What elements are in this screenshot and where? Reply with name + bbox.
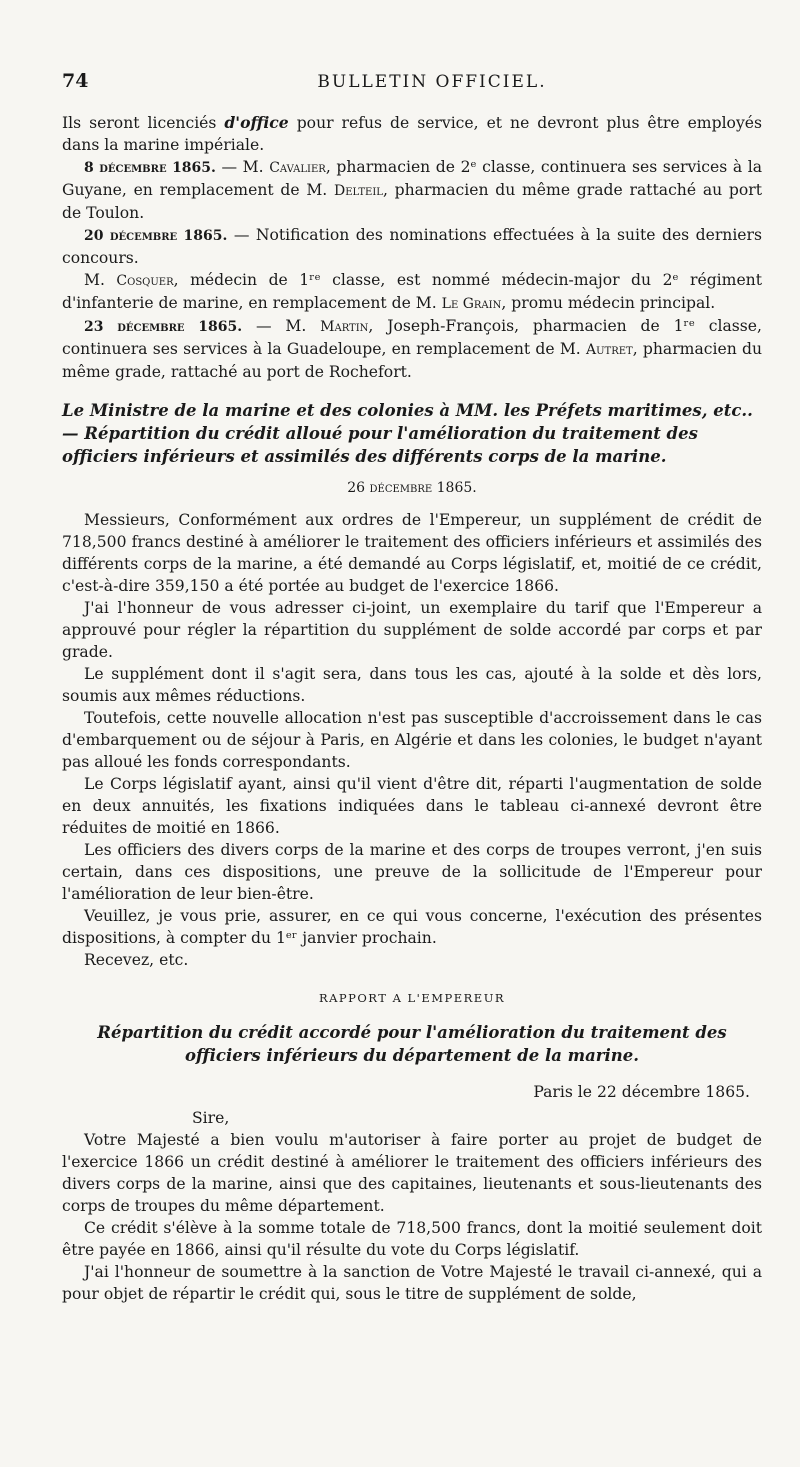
circular-paragraph: Le Corps législatif ayant, ainsi qu'il vient d'être dit, réparti l'augmentation de solde en deux annuités, les fixations indiquées dans le tableau ci-annexé devront être réduites de moitié en 1866. (62, 775, 762, 837)
rapport-title: Répartition du crédit accordé pour l'amélioration du traitement des officiers inférieurs du département de la marine. (97, 1023, 727, 1065)
rapport-place-date: Paris le 22 décembre 1865. (533, 1083, 750, 1101)
page-number: 74 (62, 70, 89, 92)
circular-paragraph: J'ai l'honneur de vous adresser ci-joint, un exemplaire du tarif que l'Empereur a approuvé pour régler la répartition du supplément de solde accordé par corps et par grade. (62, 599, 762, 661)
circular-closing: Recevez, etc. (84, 951, 189, 969)
circular-paragraph: Le supplément dont il s'agit sera, dans tous les cas, ajouté à la solde et dès lors, soumis aux mêmes réductions. (62, 665, 762, 705)
circular-paragraph: Toutefois, cette nouvelle allocation n'est pas susceptible d'accroissement dans le cas d'embarquement ou de séjour à Paris, en Algérie et dans les colonies, le budget n'ayant pas alloué les fonds correspondants. (62, 709, 762, 771)
circular-paragraph: Veuillez, je vous prie, assurer, en ce qui vous concerne, l'exécution des présentes dispositions, à compter du 1ᵉʳ janvier prochain. (62, 907, 762, 947)
paragraph-martin: 23 décembre 1865. — M. Martin, Joseph-François, pharmacien de 1ʳᵉ classe, continuera ses services à la Guadeloupe, en remplacement de M. Autret, pharmacien du même grade, rattaché au port de Rochefort. (62, 317, 762, 381)
paragraph-cavalier: 8 décembre 1865. — M. Cavalier, pharmacien de 2ᵉ classe, continuera ses services à la Guyane, en remplacement de M. Delteil, pharmacien du même grade rattaché au port de Toulon. (62, 158, 763, 222)
rapport-heading: RAPPORT A L'EMPEREUR (318, 991, 506, 1005)
paragraph-cosquer: M. Cosquer, médecin de 1ʳᵉ classe, est nommé médecin-major du 2ᵉ régiment d'infanterie de marine, en remplacement de M. Le Grain, promu médecin principal. (62, 271, 762, 312)
circular-heading: Le Ministre de la marine et des colonies à MM. les Préfets maritimes, etc.. — Répartition du crédit alloué pour l'amélioration du traitement des officiers inférieurs et assimilés des différents corps de la marine. (62, 401, 753, 466)
rapport-paragraph: J'ai l'honneur de soumettre à la sanction de Votre Majesté le travail ci-annexé, qui a pour objet de répartir le crédit qui, sous le titre de supplément de solde, (62, 1263, 762, 1303)
paragraph-licencies: Ils seront licenciés d'office pour refus de service, et ne devront plus être employés dans la marine impériale. (62, 113, 762, 154)
rapport-paragraph: Ce crédit s'élève à la somme totale de 718,500 francs, dont la moitié seulement doit être payée en 1866, ainsi qu'il résulte du vote du Corps législatif. (62, 1219, 762, 1259)
circular-paragraph: Les officiers des divers corps de la marine et des corps de troupes verront, j'en suis certain, dans ces dispositions, une preuve de la sollicitude de l'Empereur pour l'amélioration de leur bien-être. (62, 841, 762, 903)
circular-date: 26 décembre 1865. (347, 480, 477, 496)
rapport-paragraph: Votre Majesté a bien voulu m'autoriser à faire porter au projet de budget de l'exercice 1866 un crédit destiné à améliorer le traitement des officiers inférieurs des divers corps de la marine, ainsi que des capitaines, lieutenants et sous-lieutenants des corps de troupes du même département. (62, 1131, 762, 1215)
circular-paragraph: Messieurs, Conformément aux ordres de l'Empereur, un supplément de crédit de 718,500 francs destiné à améliorer le traitement des officiers inférieurs et assimilés des différents corps de la marine, a été demandé au Corps législatif, et, moitié de ce crédit, c'est-à-dire 359,150 a été portée au budget de l'exercice 1866. (62, 511, 762, 595)
header-title: BULLETIN OFFICIEL. (317, 72, 547, 92)
rapport-salutation: Sire, (192, 1109, 230, 1127)
running-head (62, 70, 762, 100)
paragraph-notification: 20 décembre 1865. — Notification des nominations effectuées à la suite des derniers concours. (62, 226, 762, 267)
